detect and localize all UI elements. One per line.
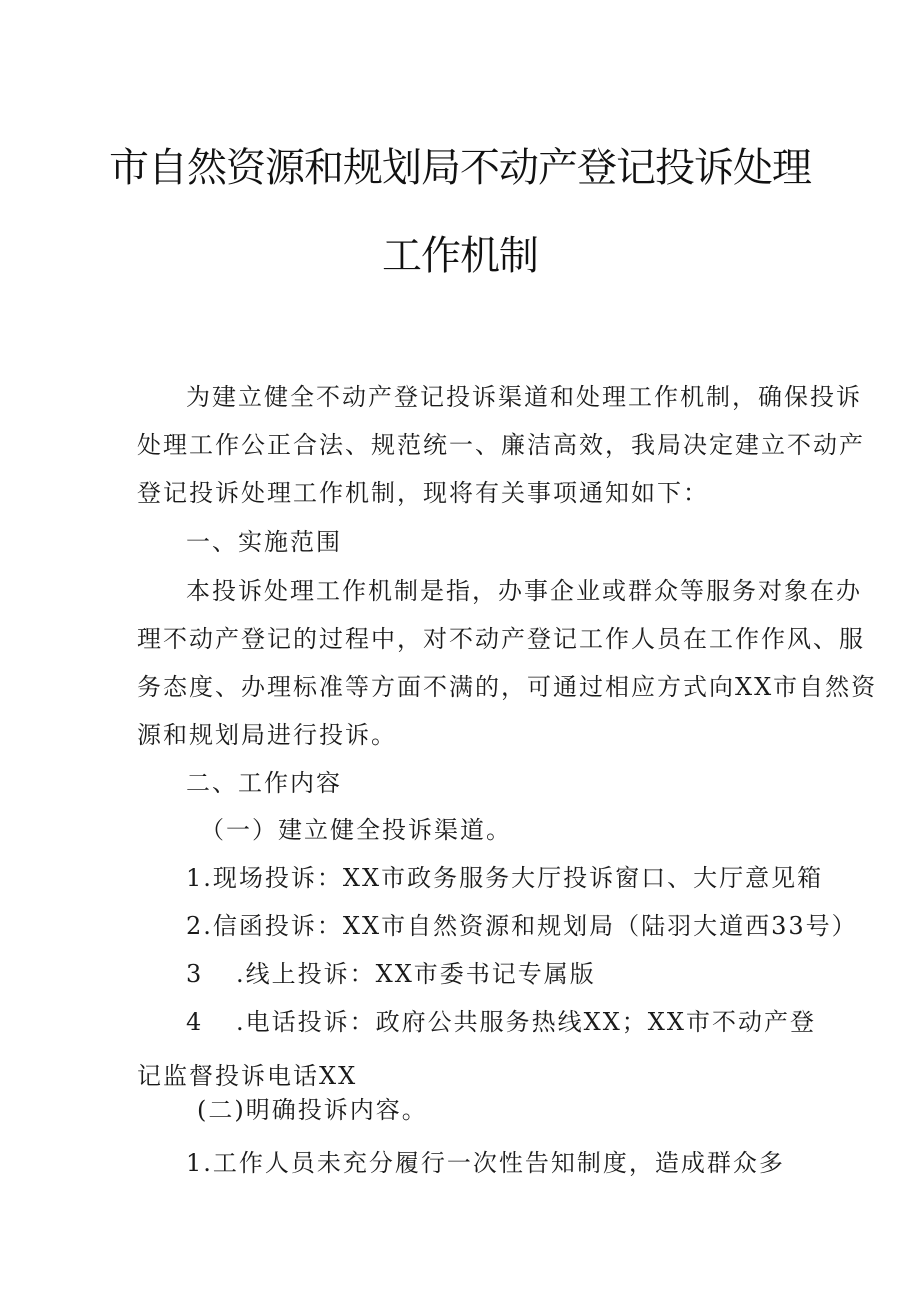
channel-item-2: 2.信函投诉：XX市自然资源和规划局（陆羽大道西33号） xyxy=(186,912,858,940)
channel-item-3-number: 3 xyxy=(186,960,204,988)
intro-paragraph-line-2: 处理工作公正合法、规范统一、廉洁高效，我局决定建立不动产 xyxy=(137,431,865,459)
subsection-1-heading: （一）建立健全投诉渠道。 xyxy=(200,816,512,844)
section-1-paragraph-line-2: 理不动产登记的过程中，对不动产登记工作人员在工作作风、服 xyxy=(137,625,865,653)
content-item-1: 1.工作人员未充分履行一次性告知制度，造成群众多 xyxy=(186,1149,785,1177)
channel-item-3-text: .线上投诉：XX市委书记专属版 xyxy=(236,960,596,988)
section-1-paragraph-line-1: 本投诉处理工作机制是指，办事企业或群众等服务对象在办 xyxy=(186,577,862,605)
section-1-paragraph-line-4: 源和规划局进行投诉。 xyxy=(137,721,397,749)
channel-item-1: 1.现场投诉：XX市政务服务大厅投诉窗口、大厅意见箱 xyxy=(186,864,824,892)
section-1-paragraph-line-3: 务态度、办理标准等方面不满的，可通过相应方式向XX市自然资 xyxy=(137,673,878,701)
intro-paragraph-line-3: 登记投诉处理工作机制，现将有关事项通知如下： xyxy=(137,479,709,507)
document-title-line-2: 工作机制 xyxy=(382,233,538,279)
channel-item-4-text: .电话投诉：政府公共服务热线XX；XX市不动产登 xyxy=(236,1008,816,1036)
subsection-2-heading: (二)明确投诉内容。 xyxy=(197,1096,428,1124)
intro-paragraph-line-1: 为建立健全不动产登记投诉渠道和处理工作机制，确保投诉 xyxy=(186,383,862,411)
document-title-line-1: 市自然资源和规划局不动产登记投诉处理 xyxy=(109,145,811,191)
channel-item-4-number: 4 xyxy=(186,1008,204,1036)
section-1-heading: 一、实施范围 xyxy=(186,528,342,556)
section-2-heading: 二、工作内容 xyxy=(186,769,342,797)
channel-item-4-continuation: 记监督投诉电话XX xyxy=(137,1062,358,1090)
